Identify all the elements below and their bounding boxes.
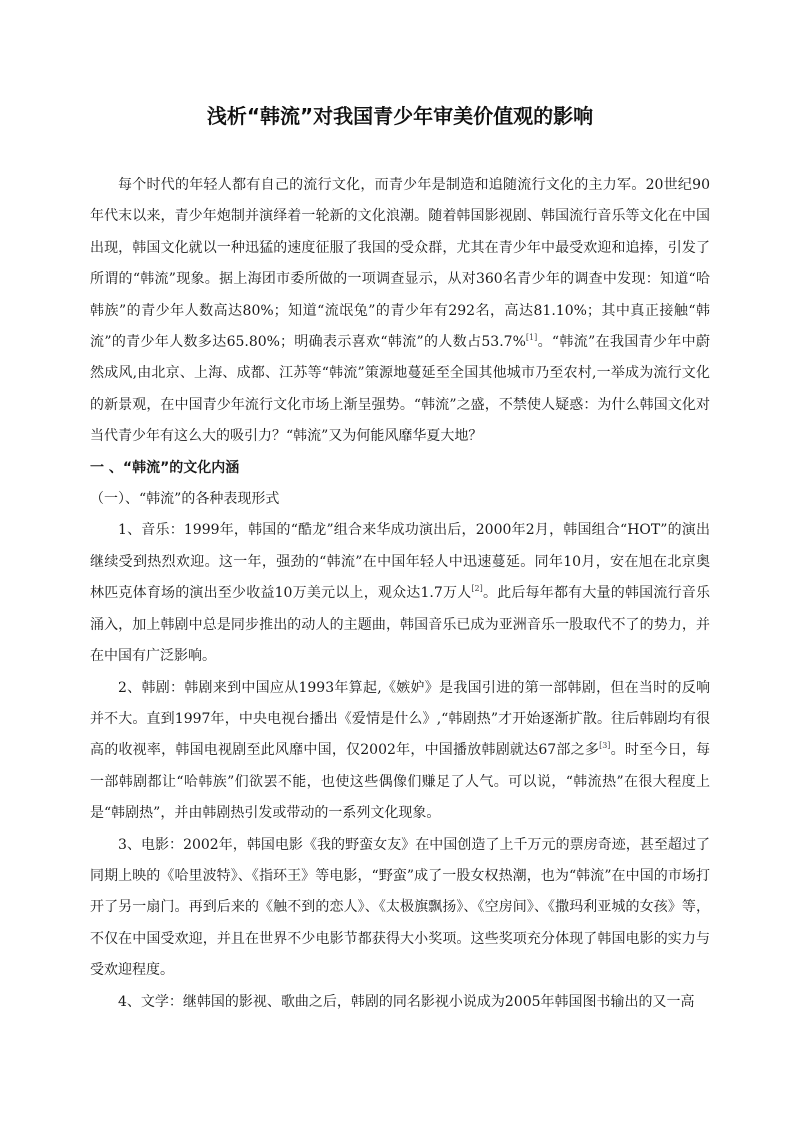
drama-text: 2、韩剧：韩剧来到中国应从1993年算起,《嫉妒》是我国引进的第一部韩剧，但在当时的反响并不大。直到1997年，中央电视台播出《爱情是什么》,“韩剧热”才开始逐渐扩散。往后韩剧均有很高的收视率，韩国电视剧至此风靡中国，仅2002年，中国播放韩剧就达67部之多 [90,679,710,759]
subsection-heading: （一）、“韩流”的各种表现形式 [90,491,280,508]
drama-text-cont: 。时至今日，每一部韩剧都让“哈韩族”们欲罢不能，也使这些偶像们赚足了人气。可以说，“韩流热”在很大程度上是“韩剧热”，并由韩剧热引发或带动的一系列文化现象。 [90,742,710,822]
drama-paragraph [90,673,710,830]
citation-1[interactable]: [1] [525,333,538,343]
music-paragraph [90,515,710,672]
document-body [90,170,710,1018]
intro-paragraph [90,170,710,453]
music-text: 1、音乐：1999年，韩国的“酷龙”组合来华成功演出后，2000年2月，韩国组合“HOT”的演出继续受到热烈欢迎。这一年，强劲的“韩流”在中国年轻人中迅速蔓延。同年10月，安在旭在北京奥林匹克体育场的演出至少收益10万美元以上，观众达1.7万人 [90,522,710,602]
literature-paragraph: 4、文学：继韩国的影视、歌曲之后，韩剧的同名影视小说成为2005年韩国图书输出的又一高 [118,993,695,1010]
intro-text-cont: 。“韩流”在我国青少年中蔚然成风,由北京、上海、成都、江苏等“韩流”策源地蔓延至全国其他城市乃至农村,一举成为流行文化的新景观，在中国青少年流行文化市场上渐呈强势。“韩流”之盛，不禁使人疑惑：为什么韩国文化对当代青少年有这么大的吸引力？“韩流”又为何能风靡华夏大地？ [90,334,710,445]
document-title: 浅析“韩流”对我国青少年审美价值观的影响 [206,104,594,128]
section-heading: 一 、“韩流”的文化内涵 [90,459,240,476]
intro-text: 每个时代的年轻人都有自己的流行文化，而青少年是制造和追随流行文化的主力军。20世纪90年代末以来，青少年炮制并演绎着一轮新的文化浪潮。随着韩国影视剧、韩国流行音乐等文化在中国出现，韩国文化就以一种迅猛的速度征服了我国的受众群，尤其在青少年中最受欢迎和追捧，引发了所谓的“韩流”现象。据上海团市委所做的一项调查显示，从对360名青少年的调查中发现：知道“哈韩族”的青少年人数高达80%；知道“流氓兔”的青少年有292名，高达81.10%；其中真正接触“韩流”的青少年人数多达65.80%；明确表示喜欢“韩流”的人数占53.7% [90,177,710,351]
citation-3[interactable]: [3] [599,741,611,751]
citation-2[interactable]: [2] [471,584,483,594]
music-text-cont: 。此后每年都有大量的韩国流行音乐涌入，加上韩剧中总是同步推出的动人的主题曲，韩国音乐已成为亚洲音乐一股取代不了的势力，并在中国有广泛影响。 [90,585,711,665]
film-paragraph: 3、电影：2002年，韩国电影《我的野蛮女友》在中国创造了上千万元的票房奇迹，甚至超过了同期上映的《哈里波特》、《指环王》等电影，“野蛮”成了一股女权热潮，也为“韩流”在中国的市场打开了另一扇门。再到后来的《触不到的恋人》、《太极旗飘扬》、《空房间》、《撒玛利亚城的女孩》等，不仅在中国受欢迎，并且在世界不少电影节都获得大小奖项。这些奖项充分体现了韩国电影的实力与受欢迎程度。 [90,836,710,979]
